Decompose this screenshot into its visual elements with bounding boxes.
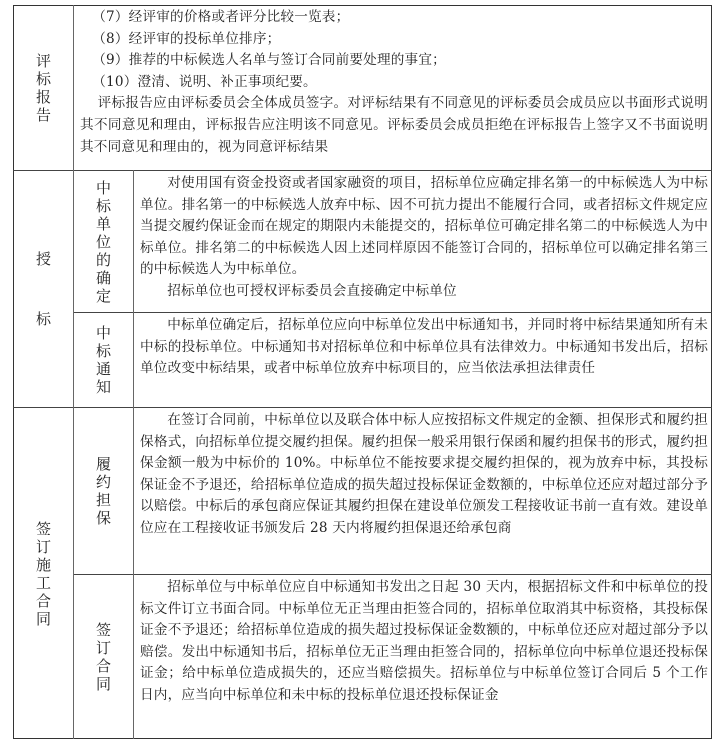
report-item: （9）推荐的中标候选人名单与签订合同前要处理的事宜； (92, 52, 446, 69)
award-notice-content (140, 315, 708, 380)
content-paragraph: 中标单位确定后，招标单位应向中标单位发出中标通知书，并同时将中标结果通知所有未中标的投标单位。中标通知书对招标单位和中标单位具有法律效力。中标通知书发出后，招标单位改变中标结果，或者中标单位放弃中标项目的，应当依法承担法律责任 (140, 317, 708, 377)
category-label-award (14, 171, 73, 407)
content-paragraph: 招标单位也可授权评标委员会直接确定中标单位 (167, 282, 457, 299)
sublabel-text: 中标通知 (95, 324, 111, 396)
evaluation-report-content (80, 7, 708, 158)
sublabel-text: 中标单位的确定 (95, 178, 111, 305)
sublabel-text: 履约担保 (95, 455, 111, 527)
report-item: （7）经评审的价格或者评分比较一览表； (92, 9, 350, 25)
sublabel-sign-contract (74, 575, 133, 739)
report-paragraph: 评标报告应由评标委员会全体成员签字。对评标结果有不同意见的评标委员会成员应以书面形式说明其不同意见和理由，评标报告应注明该不同意见。评标委员会成员拒绝在评标报告上签字又不书面说明其不同意见和理由的，视为同意评标结果 (80, 95, 708, 155)
category-text: 签订施工合同 (35, 519, 51, 628)
category-label-evaluation-report (14, 6, 73, 170)
row-divider (73, 312, 712, 313)
content-paragraph: 对使用国有资金投资或者国家融资的项目，招标单位应确定排名第一的中标候选人为中标单位。排名第一的中标候选人放弃中标、因不可抗力提出不能履行合同，或者招标文件规定应当提交履约保证金而在规定的期限内未能提交的，招标单位可确定排名第二的中标候选人为中标单位。排名第二的中标候选人因上述同样原因不能签订合同的，招标单位可以确定排名第三的中标候选人为中标单位。 (140, 175, 708, 278)
content-paragraph: 在签订合同前，中标单位以及联合体中标人应按招标文件规定的金额、担保形式和履约担保格式，向招标单位提交履约担保。履约担保一般采用银行保函和履约担保书的形式，履约担保金额一般为中标价的 10%。中标单位不能按要求提交履约担保的，视为放弃中标，其投标保证金不予退还，给招标单位造成的损失超过投标保证金数额的，中标单位还应对超过部分予以赔偿。中标后的承包商应保证其履约担保在建设单位颁发工程接收证书前一直有效。建设单位应在工程接收证书颁发后 28 天内将履约担保退还给承包商 (140, 412, 708, 536)
content-paragraph: 招标单位与中标单位应自中标通知书发出之日起 30 天内，根据招标文件和中标单位的投标文件订立书面合同。中标单位无正当理由拒签合同的，招标单位取消其中标资格，其投标保证金不予退还；给招标单位造成的损失超过投标保证金数额的，中标单位还应对超过部分予以赔偿。发出中标通知书后，招标单位无正当理由拒签合同的，招标单位向中标单位退还投标保证金；给中标单位造成损失的，还应当赔偿损失。招标单位与中标单位签订合同后 5 个工作日内，应当向中标单位和未中标的投标单位退还投标保证金 (140, 579, 708, 703)
sublabel-winner-determination (74, 171, 133, 312)
category-label-sign-contract (14, 408, 73, 739)
sign-contract-content (140, 577, 708, 707)
sublabel-award-notice (74, 313, 133, 407)
category-text: 评标报告 (35, 52, 51, 124)
winner-determination-content (140, 173, 708, 303)
sublabel-text: 签订合同 (95, 621, 111, 693)
row-divider (73, 574, 712, 575)
column-divider (133, 170, 134, 739)
sublabel-performance-guarantee (74, 408, 133, 574)
report-item: （10）澄清、说明、补正事项纪要。 (92, 73, 317, 90)
category-text: 授标 (35, 250, 51, 328)
report-item: （8）经评审的投标单位排序； (92, 30, 281, 47)
performance-guarantee-content (140, 410, 708, 540)
